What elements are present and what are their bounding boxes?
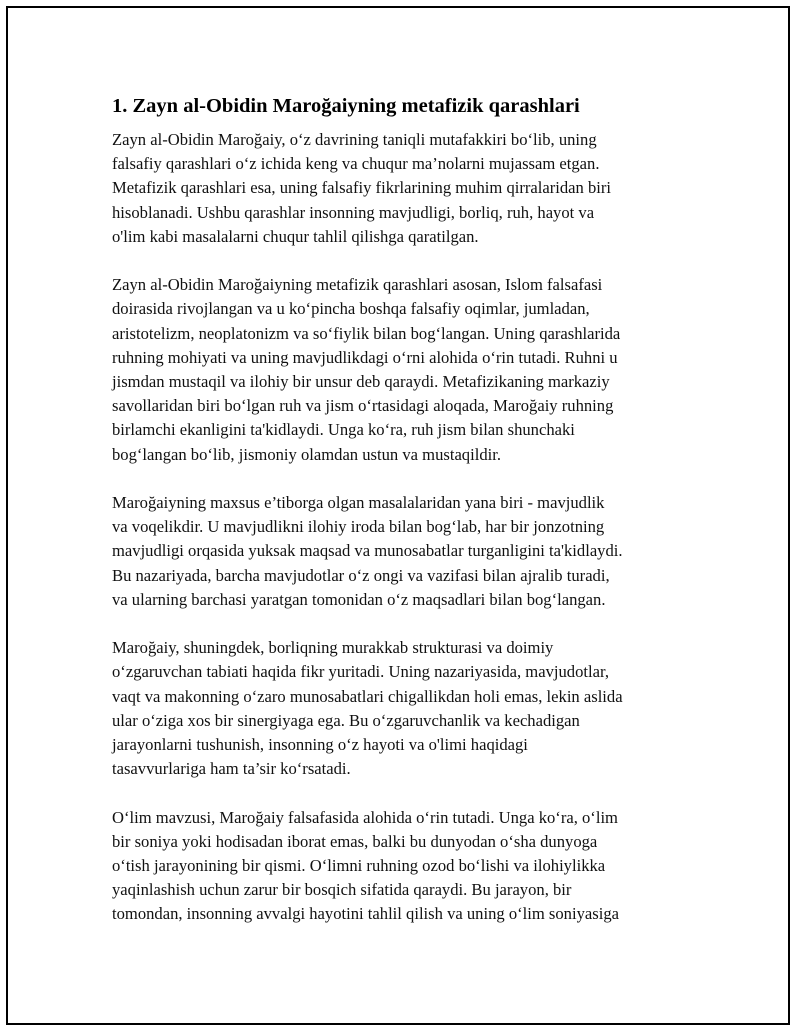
text-line: aristotelizm, neoplatonizm va so‘fiylik bilan bog‘langan. Uning qarashlarida bbox=[112, 323, 621, 343]
text-line: bog‘langan bo‘lib, jismoniy olamdan ustun va mustaqildir. bbox=[112, 444, 501, 464]
text-line: Maroğaiyning maxsus e’tiborga olgan masalalaridan yana biri - mavjudlik bbox=[112, 493, 605, 513]
text-line: savollaridan biri bo‘lgan ruh va jism o‘rtasidagi aloqada, Maroğaiy ruhning bbox=[112, 396, 614, 416]
text-line: hisoblanadi. Ushbu qarashlar insonning mavjudligi, borliq, ruh, hayot va bbox=[112, 202, 595, 222]
text-line: mavjudligi orqasida yuksak maqsad va munosabatlar turganligini ta'kidlaydi. bbox=[112, 541, 623, 561]
text-line: Metafizik qarashlari esa, uning falsafiy fikrlarining muhim qirralaridan biri bbox=[112, 178, 612, 198]
text-line: vaqt va makonning o‘zaro munosabatlari chigallikdan holi emas, lekin aslida bbox=[112, 686, 623, 706]
paragraph-4 bbox=[112, 636, 687, 781]
paragraph-5 bbox=[112, 806, 687, 927]
text-line: birlamchi ekanligini ta'kidlaydi. Unga ko‘ra, ruh jism bilan shunchaki bbox=[112, 420, 575, 440]
text-line: Zayn al-Obidin Maroğaiy, o‘z davrining taniqli mutafakkiri bo‘lib, uning bbox=[112, 130, 597, 149]
text-line: va ularning barchasi yaratgan tomonidan o‘z maqsadlari bilan bog‘langan. bbox=[112, 589, 606, 609]
text-line: o‘zgaruvchan tabiati haqida fikr yuritadi. Uning nazariyasida, mavjudotlar, bbox=[112, 662, 609, 682]
text-line: doirasida rivojlangan va u ko‘pincha boshqa falsafiy oqimlar, jumladan, bbox=[112, 299, 590, 319]
paragraph-2 bbox=[112, 273, 687, 467]
text-line: tomondan, insonning avvalgi hayotini tahlil qilish va uning o‘lim soniyasiga bbox=[112, 904, 619, 924]
document-body bbox=[112, 92, 687, 951]
text-line: bir soniya yoki hodisadan iborat emas, balki bu dunyodan o‘sha dunyoga bbox=[112, 831, 598, 851]
section-heading: 1. Zayn al-Obidin Maroğaiyning metafizik qarashlari bbox=[112, 95, 580, 117]
text-line: ular o‘ziga xos bir sinergiyaga ega. Bu o‘zgaruvchanlik va kechadigan bbox=[112, 710, 580, 730]
text-line: tasavvurlariga ham ta’sir ko‘rsatadi. bbox=[112, 759, 351, 779]
text-line: va voqelikdir. U mavjudlikni ilohiy iroda bilan bog‘lab, har bir jonzotning bbox=[112, 517, 605, 537]
text-line: Zayn al-Obidin Maroğaiyning metafizik qarashlari asosan, Islom falsafasi bbox=[112, 275, 603, 295]
paragraph-3 bbox=[112, 491, 687, 612]
text-line: o'lim kabi masalalarni chuqur tahlil qilishga qaratilgan. bbox=[112, 226, 479, 246]
text-line: Bu nazariyada, barcha mavjudotlar o‘z ongi va vazifasi bilan ajralib turadi, bbox=[112, 565, 610, 585]
text-line: yaqinlashish uchun zarur bir bosqich sifatida qaraydi. Bu jarayon, bir bbox=[112, 880, 572, 900]
text-line: Maroğaiy, shuningdek, borliqning murakkab strukturasi va doimiy bbox=[112, 638, 554, 658]
paragraph-1 bbox=[112, 128, 687, 249]
text-line: o‘tish jarayonining bir qismi. O‘limni ruhning ozod bo‘lishi va ilohiylikka bbox=[112, 856, 606, 876]
text-line: jismdan mustaqil va ilohiy bir unsur deb qaraydi. Metafizikaning markaziy bbox=[112, 372, 610, 392]
text-line: falsafiy qarashlari o‘z ichida keng va chuqur ma’nolarni mujassam etgan. bbox=[112, 154, 600, 174]
text-line: ruhning mohiyati va uning mavjudlikdagi o‘rni alohida o‘rin tutadi. Ruhni u bbox=[112, 347, 618, 367]
text-line: jarayonlarni tushunish, insonning o‘z hayoti va o'limi haqidagi bbox=[112, 735, 528, 755]
text-line: O‘lim mavzusi, Maroğaiy falsafasida alohida o‘rin tutadi. Unga ko‘ra, o‘lim bbox=[112, 807, 618, 827]
